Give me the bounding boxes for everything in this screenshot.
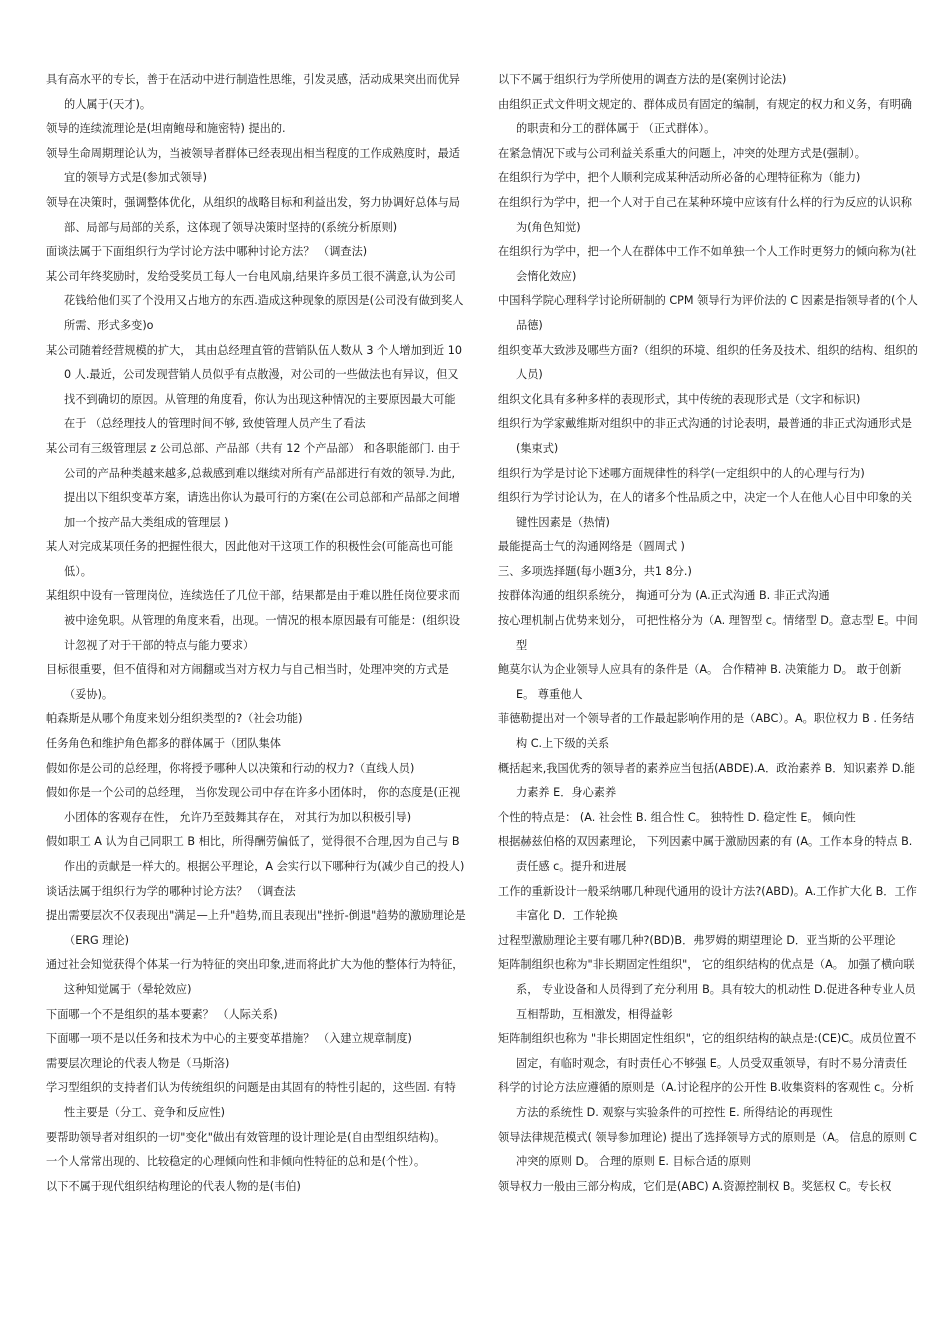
question-item: 某公司有三级管理层 z 公司总部、产品部（共有 12 个产品部） 和各职能部门. 由于公司的产品种类越来越多,总裁感到难以继续对所有产品部进行有效的领导.为此,提出以下组织变革方案，请选出你认为最可行的方案(在公司总部和产品部之间增加一个按产品大类组成的管理层 ) <box>46 441 461 529</box>
question-item: 个性的特点是： (A. 社会性 B. 组合性 C。 独特性 D. 稳定性 E。 倾向性 <box>498 810 856 824</box>
question-item: 鲍莫尔认为企业领导人应具有的条件是（A。 合作精神 B. 决策能力 D。 敢于创新 E。 尊重他人 <box>498 663 902 701</box>
question-item: 科学的讨论方法应遵循的原则是（A.讨论程序的公开性 B.收集资料的客观性 c。分析方法的系统性 D. 观察与实验条件的可控性 E. 所得结论的再现性 <box>498 1081 914 1119</box>
question-item: 最能提高士气的沟通网络是（圆周式 ) <box>498 540 685 554</box>
question-item: 任务角色和维护角色都多的群体属于（团队集体 <box>46 737 281 751</box>
question-item: 以下不属于组织行为学所使用的调查方法的是(案例讨论法) <box>498 73 787 86</box>
question-item: 下面哪一个不是组织的基本要素？ （人际关系) <box>46 1007 278 1021</box>
question-item: 要帮助领导者对组织的一切"变化"做出有效管理的设计理论是(自由型组织结构)。 <box>46 1130 446 1144</box>
question-item: 概括起来,我国优秀的领导者的素养应当包括(ABDE).A．政治素养 B．知识素养 D.能力素养 E．身心素养 <box>498 761 916 800</box>
left-column <box>46 68 466 1199</box>
question-item: 在组织行为学中，把一个人在群体中工作不如单独一个人工作时更努力的倾向称为(社会惰化效应) <box>498 245 917 283</box>
question-item: 需要层次理论的代表人物是（马斯洛) <box>46 1056 230 1070</box>
question-item: 帕森斯是从哪个角度来划分组织类型的?（社会功能) <box>46 712 303 726</box>
question-item: 目标很重要，但不值得和对方闹翻或当对方权力与自己相当时，处理冲突的方式是（妥协)。 <box>46 663 449 701</box>
question-item: 组织文化具有多种多样的表现形式，其中传统的表现形式是（文字和标识) <box>498 392 861 406</box>
question-item: 以下不属于现代组织结构理论的代表人物的是(韦伯) <box>46 1179 301 1193</box>
question-item: 具有高水平的专长，善于在活动中进行制造性思维，引发灵感，活动成果突出而优异的人属于(天才)。 <box>46 73 460 111</box>
question-item: 假如你是公司的总经理，你将授予哪种人以决策和行动的权力?（直线人员) <box>46 761 415 775</box>
question-item: 组织行为学家戴维斯对组织中的非正式沟通的讨论表明，最普通的非正式沟通形式是(集束式) <box>498 417 912 455</box>
question-item: 某组织中设有一管理岗位，连续选任了几位干部，结果都是由于难以胜任岗位要求而被中途免职。从管理的角度来看，出现。一情况的根本原因最有可能是：(组织设计忽视了对于干部的特点与能力要求） <box>46 589 460 652</box>
question-item: 按心理机制占优势来划分， 可把性格分为（A. 理智型 c。情绪型 D。意志型 E。中间型 <box>498 614 918 652</box>
question-item: 菲德勒提出对一个领导者的工作最起影响作用的是（ABC）。A。职位权力 B . 任务结构 C.上下级的关系 <box>498 712 915 751</box>
question-item: 某公司年终奖励时，发给受奖员工每人一台电风扇,结果许多员工很不满意,认为公司花钱给他们买了个没用又占地方的东西.造成这种现象的原因是(公司没有做到奖人所需、形式多变)o <box>46 269 464 332</box>
question-item: 组织行为学讨论认为，在人的诸多个性品质之中，决定一个人在他人心目中印象的关键性因素是（热情) <box>498 491 912 529</box>
question-item: 学习型组织的支持者们认为传统组织的问题是由其固有的特性引起的，这些固. 有特性主要是（分工、竞争和反应性) <box>46 1081 456 1119</box>
question-item: 领导权力一般由三部分构成，它们是(ABC) A.资源控制权 B。奖惩权 C。专长权 <box>498 1179 892 1193</box>
question-item: 通过社会知觉获得个体某一行为特征的突出印象,进而将此扩大为他的整体行为特征，这种知觉属于（晕轮效应) <box>46 958 464 996</box>
question-item: 提出需要层次不仅表现出"满足—上升"趋势,而且表现出"挫折-倒退"趋势的激励理论是（ERG 理论) <box>46 909 466 947</box>
question-item: 领导法律规范模式( 领导参加理论) 提出了选择领导方式的原则是（A。 信息的原则 C 冲突的原则 D。 合理的原则 E. 目标合适的原则 <box>498 1130 917 1169</box>
question-item: 组织行为学是讨论下述哪方面规律性的科学(一定组织中的人的心理与行为) <box>498 466 865 480</box>
question-item: 某人对完成某项任务的把握性很大，因此他对干这项工作的积极性会(可能高也可能低）。 <box>46 540 454 578</box>
question-item: 组织变革大致涉及哪些方面?（组织的环境、组织的任务及技术、组织的结构、组织的人员) <box>498 343 918 382</box>
question-item: 矩阵制组织也称为 "非长期固定性组织"，它的组织结构的缺点是:(CE)C。成员位置不固定，有临时观念，有时责任心不够强 E。人员受双重领导，有时不易分清责任 <box>498 1032 917 1070</box>
question-item: 在组织行为学中，把一个人对于自己在某种环境中应该有什么样的行为反应的认识称为(角色知觉) <box>498 195 912 234</box>
question-item: 领导在决策时，强调整体优化，从组织的战略目标和利益出发，努力协调好总体与局部、局部与局部的关系，这体现了领导决策时坚持的(系统分析原则) <box>46 195 460 234</box>
question-item: 面谈法属于下面组织行为学讨论方法中哪种讨论方法？ （调查法) <box>46 245 368 259</box>
question-item: 某公司随着经营规模的扩大， 其由总经理直管的营销队伍人数从 3 个人增加到近 100 人.最近，公司发现营销人员似乎有点散漫，对公司的一些做法也有异议，但又找不到确切的原因。从管理的角度看，你认为出现这种情况的主要原因最大可能在于 （总经理技人的管理时间不够, 致使管理人员产生了看法 <box>46 343 462 431</box>
question-item: 领导生命周期理论认为，当被领导者群体已经表现出相当程度的工作成熟度时，最适宜的领导方式是(参加式领导) <box>46 146 460 185</box>
right-column <box>498 68 918 1199</box>
question-item: 工作的重新设计一般采纳哪几种现代通用的设计方法?(ABD)。A.工作扩大化 B．工作丰富化 D．工作轮换 <box>498 884 917 923</box>
question-item: 由组织正式文件明文规定的、群体成员有固定的编制，有规定的权力和义务，有明确的职责和分工的群体属于 （正式群体）。 <box>498 97 912 136</box>
question-item: 按群体沟通的组织系统分， 掏通可分为 (A.正式沟通 B. 非正式沟通 <box>498 589 830 603</box>
question-item: 领导的连续流理论是(坦南鲍母和施密特) 提出的. <box>46 122 286 136</box>
question-item: 根据赫兹伯格的双因素理论， 下列因素中属于激励因素的有 (A。工作本身的特点 B.责任感 c。提升和进展 <box>498 835 913 873</box>
question-item: 下面哪一项不是以任务和技术为中心的主要变革措施？ （入建立规章制度) <box>46 1032 412 1046</box>
question-item: 在组织行为学中，把个人顺利完成某种活动所必备的心理特征称为（能力) <box>498 171 861 185</box>
section-heading: 三、多项选择题(每小题3分，共1 8分.) <box>498 564 692 578</box>
question-item: 一个人常常出现的、比较稳定的心理倾向性和非倾向性特征的总和是(个性）。 <box>46 1155 426 1169</box>
question-item: 假如你是一个公司的总经理， 当你发现公司中存在许多小团体时， 你的态度是(正视小团体的客观存在性， 允许乃至鼓舞其存在， 对其行为加以积极引导) <box>46 786 461 824</box>
question-item: 矩阵制组织也称为"非长期固定性组织"， 它的组织结构的优点是（A。 加强了横向联系， 专业设备和人员得到了充分利用 B。具有较大的机动性 D.促进各种专业人员互相帮助，互相激发，相得益彰 <box>498 958 916 1021</box>
question-item: 在紧急情况下或与公司利益关系重大的问题上，冲突的处理方式是(强制）。 <box>498 146 866 160</box>
question-item: 中国科学院心理科学讨论所研制的 CPM 领导行为评价法的 C 因素是指领导者的(个人品德) <box>498 294 918 332</box>
question-item: 过程型激励理论主要有哪几种?(BD)B．弗罗姆的期望理论 D．亚当斯的公平理论 <box>498 933 896 947</box>
question-item: 假如职工 A 认为自己同职工 B 相比，所得酬劳偏低了，觉得很不合理,因为自己与 B 作出的贡献是一样大的。根据公平理论，A 会实行以下哪种行为(减少自己的投人) <box>46 835 465 873</box>
question-item: 谈话法属于组织行为学的哪种讨论方法？ （调查法 <box>46 884 296 898</box>
